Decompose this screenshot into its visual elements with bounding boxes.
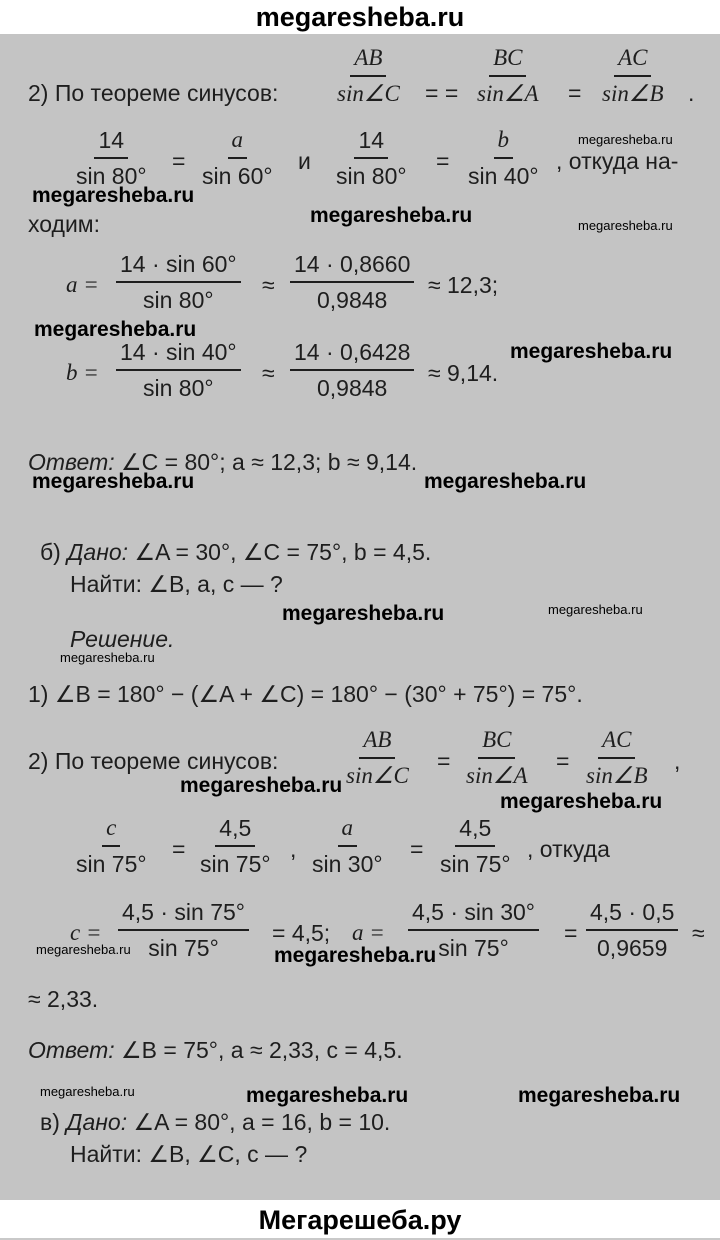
fraction-ab-sinc: $\frac{AB}{\sin\angle C}$: [346, 727, 409, 788]
text-otkuda: , откуда на-: [556, 148, 679, 174]
law-of-sines-label: 2) По теореме синусов:: [28, 80, 279, 106]
watermark: megaresheba.ru: [36, 942, 131, 957]
a-result: ≈ 2,33.: [28, 986, 99, 1012]
c-lhs: c =: [70, 920, 102, 945]
fraction-45-sin75: $\frac{4,5}{\sin 75^\circ}$: [440, 815, 511, 877]
fraction-ac-sinb: $\frac{AC}{\sin\angle B}$: [586, 727, 648, 788]
step-1-angle-b: 1) ∠B = 180° − (∠A + ∠C) = 180° − (30° + 75°) = 75°.: [28, 681, 583, 707]
answer-a: Ответ: ∠C = 80°; a ≈ 12,3; b ≈ 9,14.: [28, 449, 418, 475]
solution-heading: Решение.: [70, 626, 175, 652]
fraction-a-sin60: $\frac{a}{\sin 60^\circ}$: [202, 127, 273, 189]
b-lhs: b =: [66, 360, 99, 385]
fraction-14-sin80: $\frac{14}{\sin 80^\circ}$: [76, 127, 147, 189]
fraction-a-expression: $\frac{14 \cdot \sin 60^\circ}{\sin 80^\circ}$: [116, 250, 241, 314]
approx-sign: ≈: [262, 360, 275, 386]
fraction-bc-sina: $\frac{BC}{\sin\angle A}$: [466, 727, 528, 788]
fraction-45-sin75: $\frac{4,5}{\sin 75^\circ}$: [200, 815, 271, 877]
c-result: = 4,5;: [272, 920, 331, 946]
equals-sign: =: [568, 80, 582, 106]
period: .: [688, 80, 695, 106]
equals-sign: =: [437, 748, 451, 774]
text-hodim: ходим:: [28, 211, 100, 237]
fraction-a-numeric: $\frac{4,5 \cdot 0,5}{0,9659}$: [586, 898, 678, 962]
a-lhs: a =: [352, 920, 385, 945]
fraction-a-expression: $\frac{4,5 \cdot \sin 30^\circ}{\sin 75^\circ}$: [408, 898, 539, 962]
a-result: ≈ 12,3;: [428, 272, 499, 298]
fraction-b-sin40: $\frac{b}{\sin 40^\circ}$: [468, 127, 539, 189]
footer-site-banner: Мегарешеба.ру: [0, 1200, 720, 1238]
conjunction-and: и: [298, 148, 311, 174]
watermark: megaresheba.ru: [34, 318, 197, 341]
fraction-b-numeric: $\frac{14 \cdot 0,6428}{0,9848}$: [290, 338, 414, 402]
watermark: megaresheba.ru: [310, 204, 473, 227]
watermark: megaresheba.ru: [274, 944, 437, 967]
watermark: megaresheba.ru: [548, 602, 643, 617]
watermark: megaresheba.ru: [578, 218, 673, 233]
fraction-ac-sinb: $\frac{AC}{\sin\angle B}$: [602, 45, 664, 106]
watermark: megaresheba.ru: [32, 470, 195, 493]
watermark: megaresheba.ru: [510, 340, 673, 363]
watermark: megaresheba.ru: [282, 602, 445, 625]
fraction-ab-sinc: $\frac{AB}{\sin\angle C}$: [337, 45, 400, 106]
approx-sign: ≈: [692, 920, 705, 946]
answer-b: Ответ: ∠B = 75°, a ≈ 2,33, c = 4,5.: [28, 1037, 403, 1063]
find-b: Найти: ∠B, a, c — ?: [70, 571, 283, 597]
watermark: megaresheba.ru: [180, 774, 343, 797]
comma: ,: [290, 836, 297, 862]
fraction-14-sin80: $\frac{14}{\sin 80^\circ}$: [336, 127, 407, 189]
find-c: Найти: ∠B, ∠C, c — ?: [70, 1141, 308, 1167]
law-of-sines-label: 2) По теореме синусов:: [28, 748, 279, 774]
equals-sign: =: [556, 748, 570, 774]
fraction-c-sin75: $\frac{c}{\sin 75^\circ}$: [76, 815, 147, 877]
watermark: megaresheba.ru: [518, 1084, 681, 1107]
watermark: megaresheba.ru: [40, 1084, 135, 1099]
given-c: в) Дано: ∠A = 80°, a = 16, b = 10.: [40, 1109, 391, 1135]
solution-page: [0, 34, 720, 1200]
fraction-a-sin30: $\frac{a}{\sin 30^\circ}$: [312, 815, 383, 877]
watermark: megaresheba.ru: [60, 650, 155, 665]
equals-sign: = =: [425, 80, 459, 106]
equals-sign: =: [172, 836, 186, 862]
watermark: megaresheba.ru: [424, 470, 587, 493]
watermark: megaresheba.ru: [578, 132, 673, 147]
b-result: ≈ 9,14.: [428, 360, 499, 386]
given-b: б) Дано: ∠A = 30°, ∠C = 75°, b = 4,5.: [40, 539, 432, 565]
fraction-a-numeric: $\frac{14 \cdot 0,8660}{0,9848}$: [290, 250, 414, 314]
comma: ,: [674, 748, 681, 774]
a-lhs: a =: [66, 272, 99, 297]
fraction-c-expression: $\frac{4,5 \cdot \sin 75^\circ}{\sin 75^\circ}$: [118, 898, 249, 962]
equals-sign: =: [436, 148, 450, 174]
watermark: megaresheba.ru: [500, 790, 663, 813]
equals-sign: =: [172, 148, 186, 174]
header-site-banner: megaresheba.ru: [0, 0, 720, 34]
fraction-b-expression: $\frac{14 \cdot \sin 40^\circ}{\sin 80^\circ}$: [116, 338, 241, 402]
text-otkuda: , откуда: [527, 836, 610, 862]
watermark: megaresheba.ru: [246, 1084, 409, 1107]
equals-sign: =: [410, 836, 424, 862]
approx-sign: ≈: [262, 272, 275, 298]
fraction-bc-sina: $\frac{BC}{\sin\angle A}$: [477, 45, 539, 106]
equals-sign: =: [564, 920, 578, 946]
watermark: megaresheba.ru: [32, 184, 195, 207]
